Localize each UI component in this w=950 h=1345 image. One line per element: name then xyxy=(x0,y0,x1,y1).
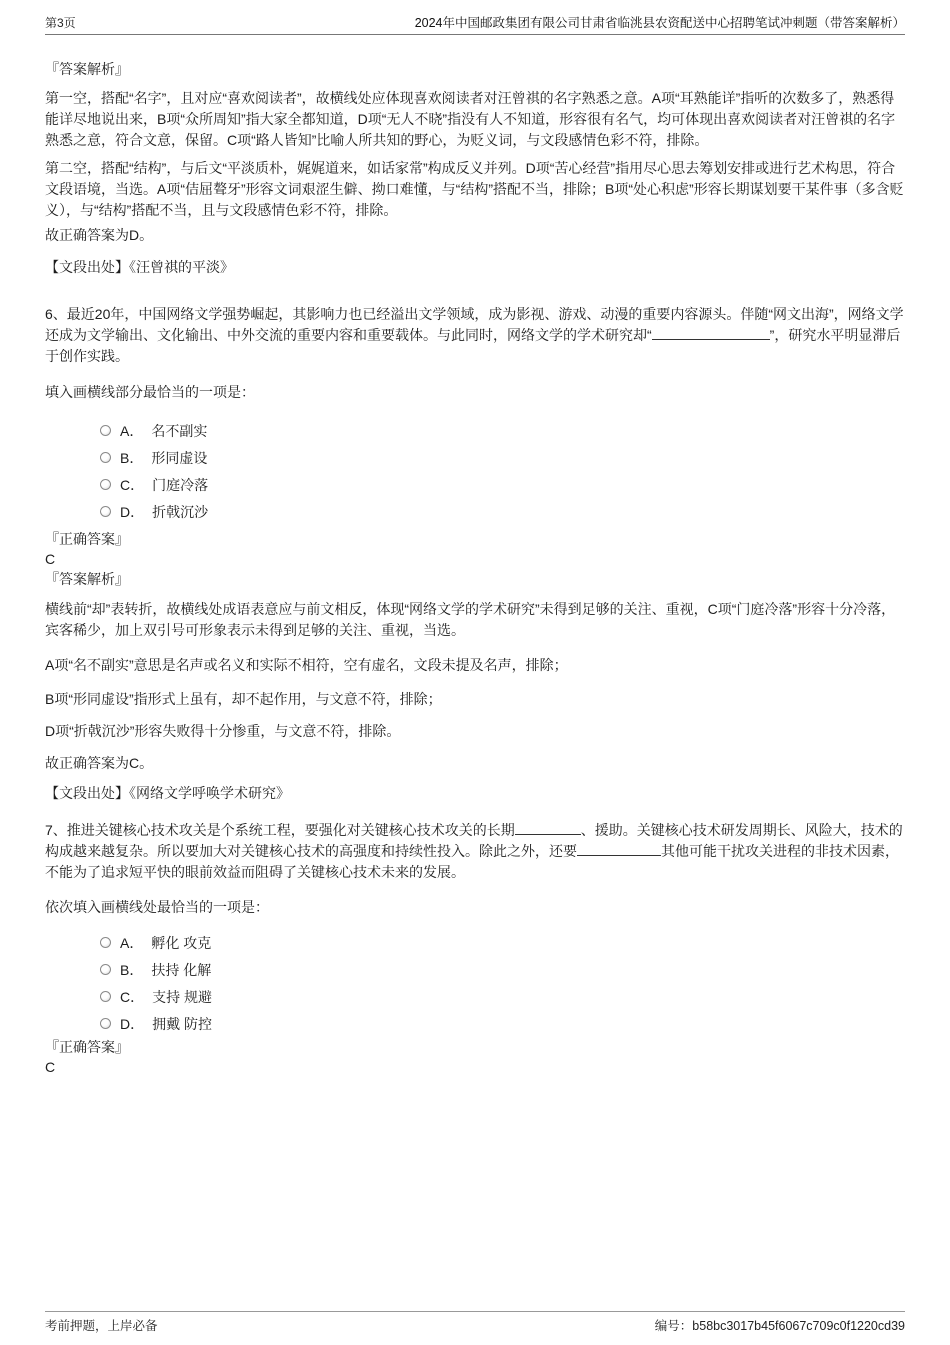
q7-answer-block xyxy=(45,1037,905,1077)
q7-option-d-text: 拥戴 防控 xyxy=(152,1015,213,1032)
header-title: 2024年中国邮政集团有限公司甘肃省临洮县农资配送中心招聘笔试冲刺题（带答案解析） xyxy=(414,16,905,30)
q6-note-b: B项“形同虚设”指形式上虽有，却不起作用，与文意不符，排除； xyxy=(45,691,442,707)
q6-option-c[interactable] xyxy=(100,471,905,498)
q6-answer-block xyxy=(45,529,905,589)
q7-option-d-letter: D． xyxy=(120,1015,145,1032)
q7-option-a[interactable] xyxy=(100,929,905,956)
q6-answer-label: 『正确答案』 xyxy=(45,531,129,547)
q6-options xyxy=(45,417,905,525)
radio-button-q6-d[interactable] xyxy=(100,506,111,517)
q6-analysis-label: 『答案解析』 xyxy=(45,571,129,587)
radio-button-q7-c[interactable] xyxy=(100,991,111,1002)
radio-button-q7-b[interactable] xyxy=(100,964,111,975)
q6-stem xyxy=(45,304,905,367)
page-footer xyxy=(45,1311,905,1334)
q6-option-b[interactable] xyxy=(100,444,905,471)
q5-conclusion: 故正确答案为D。 xyxy=(45,227,154,243)
q7-option-d[interactable] xyxy=(100,1010,905,1037)
q7-option-b-text: 扶持 化解 xyxy=(151,961,212,978)
radio-button-q6-b[interactable] xyxy=(100,452,111,463)
q6-option-d[interactable] xyxy=(100,498,905,525)
radio-button-q7-a[interactable] xyxy=(100,937,111,948)
q6-option-a-letter: A． xyxy=(120,422,144,439)
q7-stem-part2: 、援助。关键核心技术研发周期长、风险大，技术的构成越来越复杂。所以要加大对关键核心技术的高强度和持续性投入。除此之外，还要 xyxy=(45,822,903,859)
q7-prompt: 依次填入画横线处最恰当的一项是： xyxy=(45,899,269,915)
q6-prompt: 填入画横线部分最恰当的一项是： xyxy=(45,384,255,400)
q6-source: 【文段出处】《网络文学呼唤学术研究》 xyxy=(45,785,290,801)
q6-option-d-text: 折戟沉沙 xyxy=(152,503,209,520)
q7-option-c[interactable] xyxy=(100,983,905,1010)
q5-analysis-para2: 第二空，搭配“结构”，与后文“平淡质朴，娓娓道来，如话家常”构成反义并列。D项“苦心经营”指用尽心思去筹划安排或进行艺术构思，符合文段语境，当选。A项“佶屈聱牙”形容文词艰涩生僻、拗口难懂，与“结构”搭配不当，排除；B项“处心积虑”形容长期谋划要干某件事（多含贬义），与“结构”搭配不当，且与文段感情色彩不符，排除。 xyxy=(45,160,904,218)
q6-option-b-text: 形同虚设 xyxy=(151,449,208,466)
q7-option-c-text: 支持 规避 xyxy=(152,988,213,1005)
radio-button-q7-d[interactable] xyxy=(100,1018,111,1029)
q6-analysis-para: 横线前“却”表转折，故横线处成语表意应与前文相反，体现“网络文学的学术研究”未得到足够的关注、重视，C项“门庭冷落”形容十分冷落，宾客稀少，加上双引号可形象表示未得到足够的关注、重视，当选。 xyxy=(45,601,896,638)
q7-option-b[interactable] xyxy=(100,956,905,983)
q7-stem-part3: 其他可能干扰攻关进程的非技术因素，不能为了追求短平快的眼前效益而阻碍了关键核心技术未来的发展。 xyxy=(45,843,899,880)
q5-analysis-label: 『答案解析』 xyxy=(45,61,129,77)
q5-source: 【文段出处】《汪曾祺的平淡》 xyxy=(45,259,234,275)
q7-blank-1-underline xyxy=(515,821,581,835)
q7-stem xyxy=(45,820,905,883)
q7-options xyxy=(45,929,905,1037)
q6-option-a[interactable] xyxy=(100,417,905,444)
q6-note-a: A项“名不副实”意思是名声或名义和实际不相符，空有虚名，文段未提及名声，排除； xyxy=(45,657,568,673)
q7-option-a-letter: A． xyxy=(120,934,144,951)
q7-option-a-text: 孵化 攻克 xyxy=(151,934,212,951)
q6-stem-before: 6、最近20年，中国网络文学强势崛起，其影响力也已经溢出文学领域，成为影视、游戏、动漫的重要内容源头。伴随“网文出海”，网络文学还成为文学输出、文化输出、中外交流的重要内容和重要载体。与此同时，网络文学的学术研究却“ xyxy=(45,306,904,343)
q6-conclusion: 故正确答案为C。 xyxy=(45,755,154,771)
q6-option-a-text: 名不副实 xyxy=(151,422,208,439)
q7-option-c-letter: C． xyxy=(120,988,145,1005)
radio-button-q6-a[interactable] xyxy=(100,425,111,436)
radio-button-q6-c[interactable] xyxy=(100,479,111,490)
page-header xyxy=(45,0,905,35)
q6-note-d: D项“折戟沉沙”形容失败得十分惨重，与文意不符，排除。 xyxy=(45,723,401,739)
q7-blank-2-underline xyxy=(577,842,661,856)
header-page-number: 第3页 xyxy=(45,16,76,30)
q6-stem-after: ”，研究水平明显滞后于创作实践。 xyxy=(45,327,901,364)
q7-option-b-letter: B． xyxy=(120,961,144,978)
q6-option-c-text: 门庭冷落 xyxy=(152,476,209,493)
q6-answer-value: C xyxy=(45,551,56,567)
q5-analysis-para1: 第一空，搭配“名字”，且对应“喜欢阅读者”，故横线处应体现喜欢阅读者对汪曾祺的名字熟悉之意。A项“耳熟能详”指听的次数多了，熟悉得能详尽地说出来，B项“众所周知”指大家全都知道，D项“无人不晓”指没有人不知道，形容很有名气，均可体现出喜欢阅读者对汪曾祺的名字熟悉之意，符合文意，保留。C项“路人皆知”比喻人所共知的野心，为贬义词，与文段感情色彩不符，排除。 xyxy=(45,90,896,148)
q6-option-d-letter: D． xyxy=(120,503,145,520)
q6-blank-underline xyxy=(652,326,770,340)
q6-option-c-letter: C． xyxy=(120,476,145,493)
page-content xyxy=(0,59,950,1077)
footer-document-id: 编号：b58bc3017b45f6067c709c0f1220cd39 xyxy=(654,1319,905,1333)
q7-stem-part1: 7、推进关键核心技术攻关是个系统工程，要强化对关键核心技术攻关的长期 xyxy=(45,822,515,838)
q6-option-b-letter: B． xyxy=(120,449,144,466)
q7-answer-value: C xyxy=(45,1059,56,1075)
footer-slogan: 考前押题，上岸必备 xyxy=(45,1319,158,1333)
q7-answer-label: 『正确答案』 xyxy=(45,1039,129,1055)
